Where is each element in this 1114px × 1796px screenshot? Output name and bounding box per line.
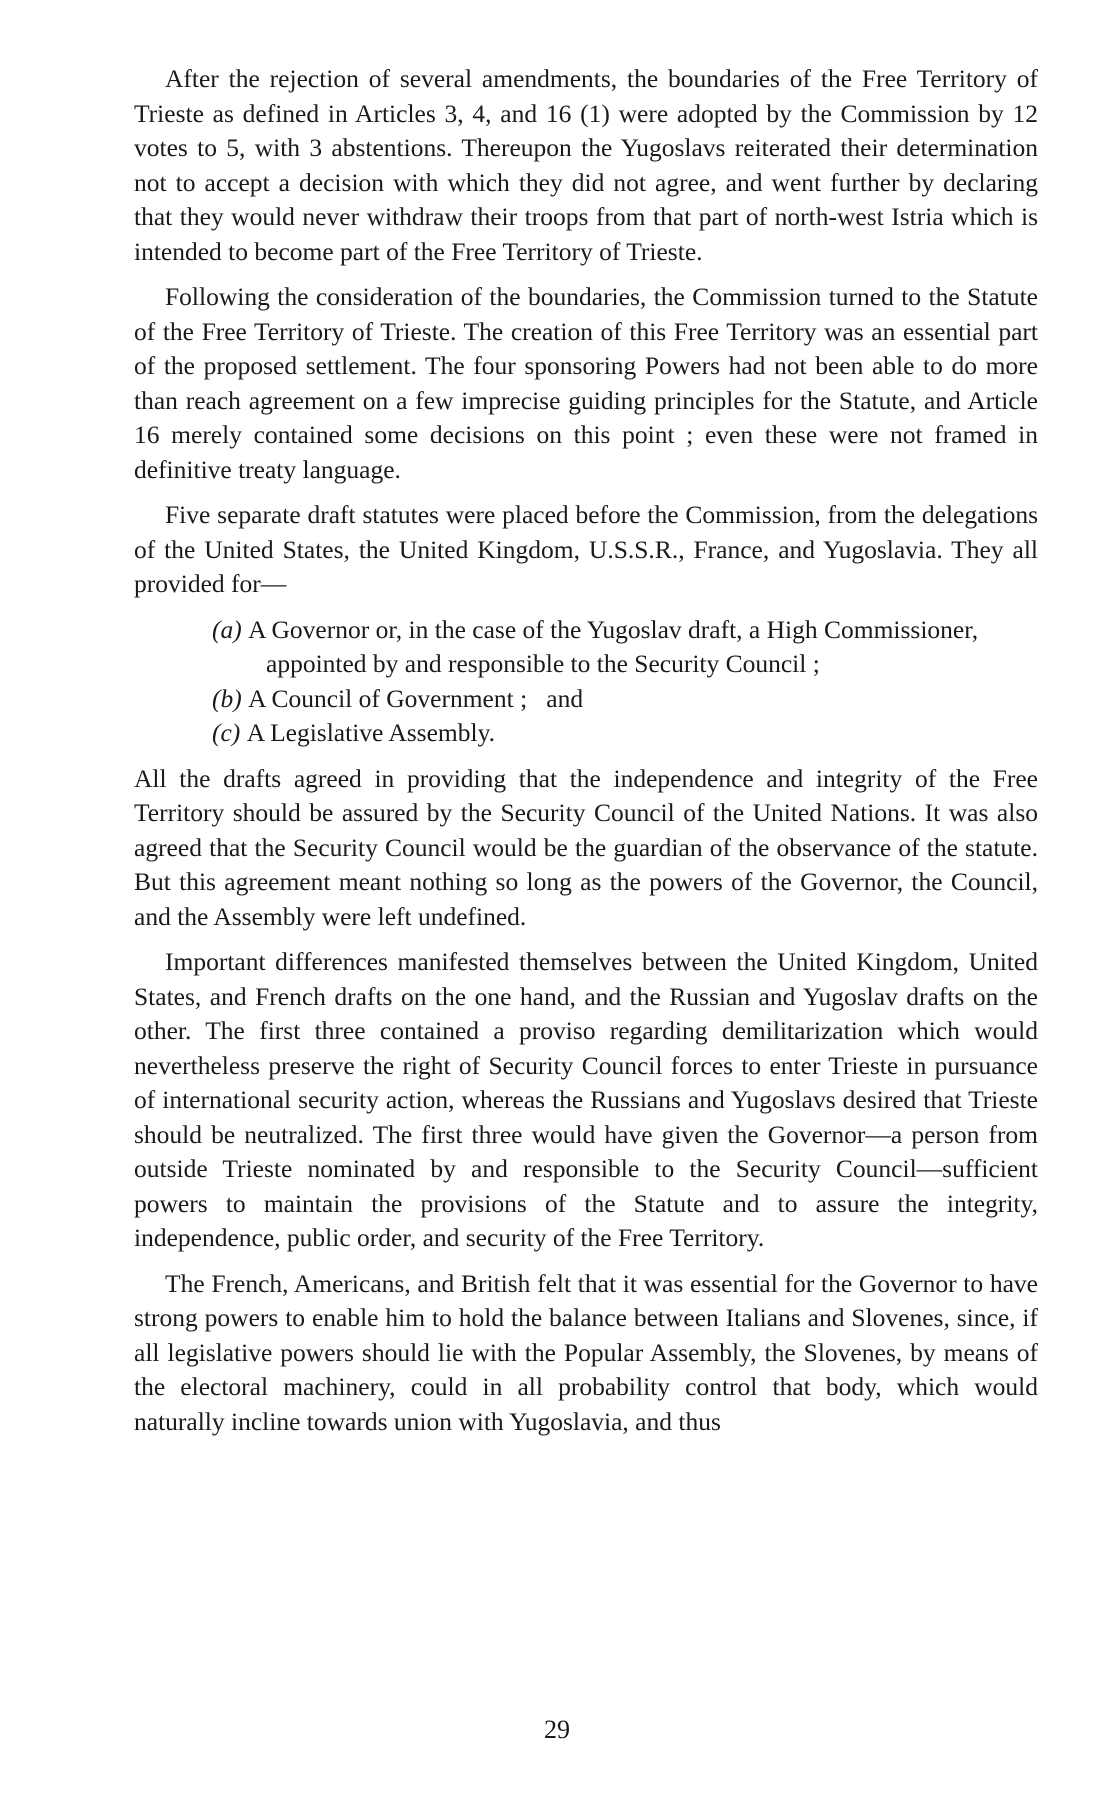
list-item-text: A Governor or, in the case of the Yugoslav draft, a High Commissioner, appointed by and responsible to the Security Council ;: [248, 614, 979, 678]
paragraph-boundaries-adopted: After the rejection of several amendments, the boundaries of the Free Territory of Trieste as defined in Articles 3, 4, and 16 (1) were adopted by the Commission by 12 votes to 5, with 3 abstentions. Thereupon the Yugoslavs reiterated their determination not to accept a decision with which they did not agree, and went further by declaring that they would never withdraw their troops from that part of north-west Istria which is intended to become part of the Free Territory of Trieste.: [134, 64, 1038, 266]
paragraph-draft-statutes: Five separate draft statutes were placed before the Commission, from the delegations of the United States, the United Kingdom, U.S.S.R., France, and Yugoslavia. They all provided for—: [134, 500, 1038, 598]
paragraph-governor-powers: The French, Americans, and British felt that it was essential for the Governor to have strong powers to enable him to hold the balance between Italians and Slovenes, since, if all legislative powers should lie with the Popular Assembly, the Slovenes, by means of the electoral machinery, could in all probability control that body, which would naturally incline towards union with Yugoslavia, and thus: [134, 1268, 1038, 1436]
list-item: [134, 682, 1038, 717]
page-number: 29: [544, 1715, 570, 1744]
provisions-list: [134, 613, 1038, 751]
list-item: [134, 613, 1038, 682]
paragraph-security-council: All the drafts agreed in providing that the independence and integrity of the Free Territory should be assured by the Security Council of the United Nations. It was also agreed that the Security Council would be the guardian of the observance of the statute. But this agreement meant nothing so long as the powers of the Governor, the Council, and the Assembly were left undefined.: [134, 763, 1038, 931]
list-item-text: A Legislative Assembly.: [246, 718, 496, 747]
paragraph-statute-consideration: Following the consideration of the boundaries, the Commission turned to the Statute of the Free Territory of Trieste. The creation of this Free Territory was an essential part of the proposed settlement. The four sponsoring Powers had not been able to do more than reach agreement on a few imprecise guiding principles for the Statute, and Article 16 merely contained some decisions on this point ; even these were not framed in definitive treaty language.: [134, 282, 1038, 484]
list-item: [134, 716, 1038, 751]
list-item-label: (c): [212, 718, 241, 747]
list-item-text: A Council of Government ; and: [248, 683, 584, 713]
list-item-label: (b): [212, 683, 242, 713]
page-body: [134, 62, 1038, 1450]
paragraph-differences: Important differences manifested themselves between the United Kingdom, United States, and French drafts on the one hand, and the Russian and Yugoslav drafts on the other. The first three contained a proviso regarding demilitarization which would nevertheless preserve the right of Security Council forces to enter Trieste in pursuance of international security action, whereas the Russians and Yugoslavs desired that Trieste should be neutralized. The first three would have given the Governor—a person from outside Trieste nominated by and responsible to the Security Council—sufficient powers to maintain the provisions of the Statute and to assure the integrity, independence, public order, and security of the Free Territory.: [134, 947, 1038, 1252]
list-item-label: (a): [212, 614, 242, 644]
